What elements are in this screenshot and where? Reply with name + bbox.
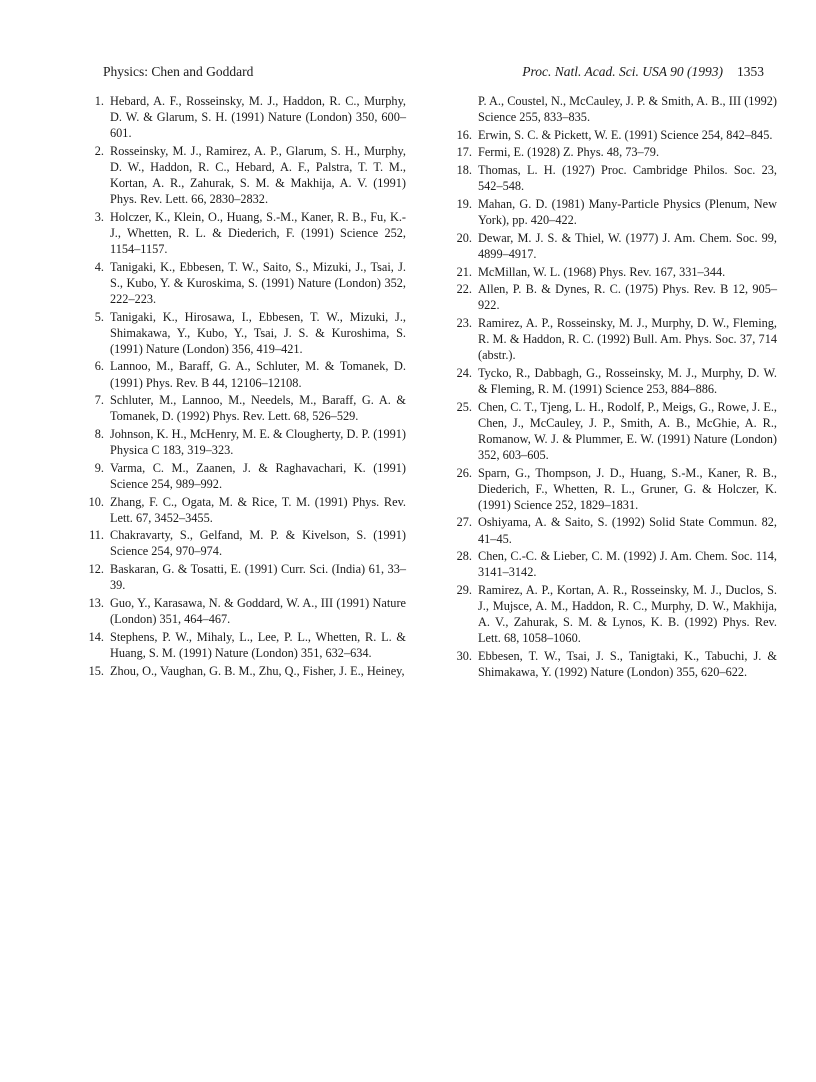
reference-item — [84, 392, 406, 424]
reference-text: Chen, C. T., Tjeng, L. H., Rodolf, P., Meigs, G., Rowe, J. E., Chen, J., McCauley, J. P., Smith, A. B., McGhie, A. R., Romanow, W. J. & Plummer, E. W. (1991) Nature (London) 352, 603–605. — [478, 399, 777, 462]
reference-text: Oshiyama, A. & Saito, S. (1992) Solid State Commun. 82, 41–45. — [478, 515, 777, 546]
running-head: Physics: Chen and Goddard — [103, 64, 254, 79]
reference-text: Rosseinsky, M. J., Ramirez, A. P., Glarum, S. H., Murphy, D. W., Haddon, R. C., Hebard, A. F., Palstra, T. T. M., Kortan, A. R., Zahurak, S. M. & Makhija, A. V. (1991) Phys. Rev. Lett. 66, 2830–2832. — [110, 143, 406, 207]
reference-text: Sparn, G., Thompson, J. D., Huang, S.-M., Kaner, R. B., Diederich, F., Whetten, R. L., Gruner, G. & Holczer, K. (1991) Science 252, 1829–1831. — [478, 465, 777, 512]
reference-number: 19. — [456, 196, 472, 211]
reference-item — [84, 93, 406, 141]
reference-text: Tanigaki, K., Hirosawa, I., Ebbesen, T. W., Mizuki, J., Shimakawa, Y., Kubo, Y., Tsai, J. S. & Kuroshima, S. (1991) Nature (London) 356, 419–421. — [110, 309, 406, 356]
reference-number: 20. — [456, 230, 472, 245]
reference-item — [452, 127, 777, 143]
page-header — [0, 64, 816, 86]
reference-number: 15. — [88, 663, 104, 678]
reference-text: Stephens, P. W., Mihaly, L., Lee, P. L., Whetten, R. L. & Huang, S. M. (1991) Nature (London) 351, 632–634. — [110, 629, 406, 660]
reference-number: 24. — [456, 365, 472, 380]
reference-item — [452, 465, 777, 513]
reference-text: Allen, P. B. & Dynes, R. C. (1975) Phys. Rev. B 12, 905–922. — [478, 282, 777, 313]
reference-item — [452, 144, 777, 160]
reference-number: 23. — [456, 315, 472, 330]
reference-number: 30. — [456, 649, 472, 663]
reference-number: 16. — [456, 127, 472, 142]
page-number: 1353 — [737, 64, 764, 79]
reference-number: 14. — [88, 629, 104, 644]
reference-number: 5. — [94, 309, 104, 324]
journal-citation — [522, 64, 764, 80]
reference-number: 21. — [456, 264, 472, 279]
reference-text: P. A., Coustel, N., McCauley, J. P. & Smith, A. B., III (1992) Science 255, 833–835. — [478, 94, 777, 125]
reference-text: Hebard, A. F., Rosseinsky, M. J., Haddon, R. C., Murphy, D. W. & Glarum, S. H. (1991) Nature (London) 350, 600–601. — [110, 94, 406, 141]
reference-item — [452, 365, 777, 397]
reference-item — [84, 309, 406, 357]
reference-item — [452, 281, 777, 313]
reference-item — [84, 494, 406, 526]
reference-text: Zhou, O., Vaughan, G. B. M., Zhu, Q., Fisher, J. E., Heiney, — [110, 663, 405, 678]
reference-item — [452, 196, 777, 228]
reference-text: Thomas, L. H. (1927) Proc. Cambridge Philos. Soc. 23, 542–548. — [478, 163, 777, 194]
reference-number: 18. — [456, 163, 472, 178]
reference-item — [452, 582, 777, 646]
reference-number: 25. — [456, 399, 472, 414]
reference-text: Johnson, K. H., McHenry, M. E. & Clougherty, D. P. (1991) Physica C 183, 319–323. — [110, 427, 406, 458]
reference-item — [452, 548, 777, 580]
journal-name: Proc. Natl. Acad. Sci. USA 90 (1993) — [522, 64, 723, 79]
reference-text: Ebbesen, T. W., Tsai, J. S., Tanigtaki, K., Tabuchi, J. & Shimakawa, Y. (1992) Nature (London) 355, 620–622. — [478, 649, 777, 680]
reference-number: 27. — [456, 515, 472, 530]
reference-text: Chakravarty, S., Gelfand, M. P. & Kivelson, S. (1991) Science 254, 970–974. — [110, 528, 406, 559]
reference-item — [452, 399, 777, 463]
reference-item — [84, 426, 406, 458]
reference-text: Erwin, S. C. & Pickett, W. E. (1991) Science 254, 842–845. — [478, 127, 773, 142]
reference-text: Zhang, F. C., Ogata, M. & Rice, T. M. (1991) Phys. Rev. Lett. 67, 3452–3455. — [110, 494, 406, 525]
reference-number: 22. — [456, 282, 472, 297]
reference-number: 4. — [94, 259, 104, 274]
reference-number: 29. — [456, 583, 472, 598]
reference-item — [452, 93, 777, 125]
reference-text: Schluter, M., Lannoo, M., Needels, M., Baraff, G. A. & Tomanek, D. (1992) Phys. Rev. Lett. 68, 526–529. — [110, 393, 406, 424]
reference-item — [84, 527, 406, 559]
reference-item — [84, 460, 406, 492]
reference-text: Varma, C. M., Zaanen, J. & Raghavachari, K. (1991) Science 254, 989–992. — [110, 460, 406, 491]
reference-number: 6. — [94, 359, 104, 374]
reference-number: 10. — [88, 494, 104, 509]
reference-text: Ramirez, A. P., Rosseinsky, M. J., Murphy, D. W., Fleming, R. M. & Haddon, R. C. (1992) Bull. Am. Phys. Soc. 37, 714 (abstr.). — [478, 315, 777, 363]
reference-number: 7. — [94, 393, 104, 408]
reference-number: 12. — [88, 562, 104, 577]
reference-number: 2. — [94, 143, 104, 158]
reference-text: McMillan, W. L. (1968) Phys. Rev. 167, 331–344. — [478, 264, 726, 279]
reference-item — [84, 629, 406, 661]
reference-text: Dewar, M. J. S. & Thiel, W. (1977) J. Am. Chem. Soc. 99, 4899–4917. — [478, 230, 777, 261]
reference-item — [84, 358, 406, 390]
reference-item — [84, 561, 406, 593]
reference-number: 8. — [94, 427, 104, 442]
reference-item — [452, 264, 777, 280]
references-right-column — [452, 93, 777, 682]
reference-item — [84, 595, 406, 627]
reference-item — [84, 259, 406, 307]
reference-item — [452, 648, 777, 680]
reference-number: 1. — [94, 94, 104, 108]
reference-number: 3. — [94, 209, 104, 224]
reference-text: Holczer, K., Klein, O., Huang, S.-M., Kaner, R. B., Fu, K.-J., Whetten, R. L. & Diederich, F. (1991) Science 252, 1154–1157. — [110, 209, 406, 257]
reference-item — [452, 162, 777, 194]
reference-item — [452, 514, 777, 546]
reference-text: Chen, C.-C. & Lieber, C. M. (1992) J. Am. Chem. Soc. 114, 3141–3142. — [478, 549, 777, 580]
reference-number: 9. — [94, 460, 104, 475]
reference-text: Mahan, G. D. (1981) Many-Particle Physics (Plenum, New York), pp. 420–422. — [478, 196, 777, 228]
reference-item — [452, 230, 777, 262]
reference-item — [452, 315, 777, 363]
reference-number: 26. — [456, 465, 472, 480]
reference-text: Fermi, E. (1928) Z. Phys. 48, 73–79. — [478, 145, 660, 160]
reference-text: Guo, Y., Karasawa, N. & Goddard, W. A., III (1991) Nature (London) 351, 464–467. — [110, 595, 406, 627]
reference-number: 11. — [89, 528, 104, 543]
reference-number: 13. — [88, 595, 104, 610]
reference-text: Ramirez, A. P., Kortan, A. R., Rosseinsky, M. J., Duclos, S. J., Mujsce, A. M., Haddon, R. C., Murphy, D. W., Makhija, A. V., Zahurak, S. M. & Lynos, K. B. (1992) Phys. Rev. Lett. 68, 1058–1060. — [478, 583, 777, 646]
reference-item — [84, 143, 406, 207]
reference-item — [84, 209, 406, 257]
reference-item — [84, 663, 406, 679]
reference-text: Lannoo, M., Baraff, G. A., Schluter, M. & Tomanek, D. (1991) Phys. Rev. B 44, 12106–12108. — [110, 359, 406, 390]
reference-text: Baskaran, G. & Tosatti, E. (1991) Curr. Sci. (India) 61, 33–39. — [110, 562, 406, 593]
reference-text: Tycko, R., Dabbagh, G., Rosseinsky, M. J., Murphy, D. W. & Fleming, R. M. (1991) Science 253, 884–886. — [478, 365, 777, 396]
reference-text: Tanigaki, K., Ebbesen, T. W., Saito, S., Mizuki, J., Tsai, J. S., Kubo, Y. & Kuroskima, S. (1991) Nature (London) 352, 222–223. — [110, 259, 406, 306]
reference-number: 28. — [456, 549, 472, 564]
references-left-column — [84, 93, 406, 680]
reference-number: 17. — [456, 145, 472, 160]
